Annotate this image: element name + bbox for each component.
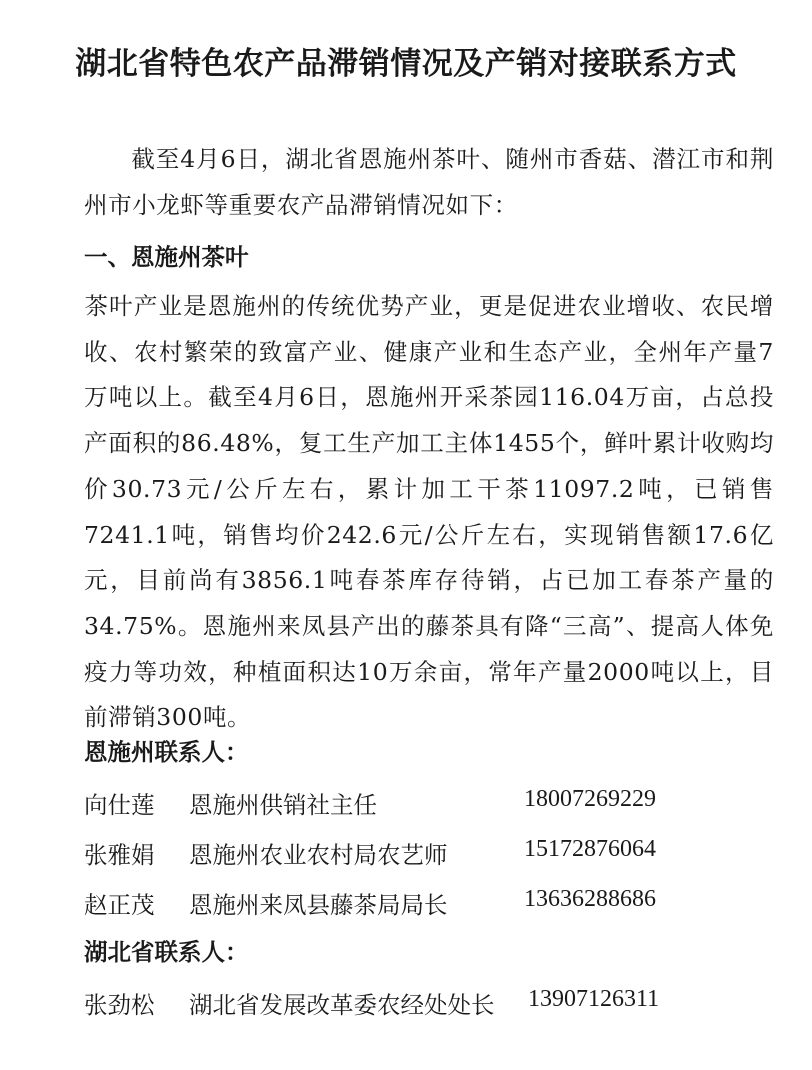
contact-position: 恩施州农业农村局农艺师	[189, 841, 448, 869]
tea-paragraph-text: 茶叶产业是恩施州的传统优势产业，更是促进农业增收、农民增收、农村繁荣的致富产业、健康产业和生态产业，全州年产量7万吨以上。截至4月6日，恩施州开采茶园116.04万亩，占总投产面积的86.48%，复工生产加工主体1455个，鲜叶累计收购均价30.73元/公斤左右，累计加工干茶11097.2吨，已销售7241.1吨，销售均价242.6元/公斤左右，实现销售额17.6亿元，目前尚有3856.1吨春茶库存待销，占已加工春茶产量的34.75%。恩施州来凤县产出的藤茶具有降“三高”、提高人体免疫力等功效，种植面积达10万余亩，常年产量2000吨以上，目前滞销300吨。	[84, 292, 774, 732]
contact-row	[84, 836, 784, 872]
contact-phone: 13907126311	[528, 986, 660, 1012]
hubei-contacts-heading: 湖北省联系人：	[84, 938, 249, 966]
contact-phone: 18007269229	[524, 786, 656, 812]
contact-name: 张雅娟	[84, 841, 155, 869]
intro-text: 截至4月6日，湖北省恩施州茶叶、随州市香菇、潜江市和荆州市小龙虾等重要农产品滞销情况如下：	[84, 145, 774, 219]
contact-row	[84, 886, 784, 922]
section-heading: 一、恩施州茶叶	[84, 243, 249, 271]
contact-row	[84, 986, 784, 1022]
contact-position: 恩施州供销社主任	[189, 791, 377, 819]
tea-paragraph	[84, 284, 774, 741]
contact-phone: 15172876064	[524, 836, 656, 862]
document-title: 湖北省特色农产品滞销情况及产销对接联系方式	[75, 46, 737, 82]
contact-row	[84, 786, 784, 822]
contact-name: 向仕莲	[84, 791, 155, 819]
contact-phone: 13636288686	[524, 886, 656, 912]
intro-paragraph	[84, 137, 774, 228]
contact-name: 赵正茂	[84, 891, 155, 919]
enshi-contacts-heading: 恩施州联系人：	[84, 738, 249, 766]
contact-position: 恩施州来凤县藤茶局局长	[189, 891, 448, 919]
contact-name: 张劲松	[84, 991, 155, 1019]
contact-position: 湖北省发展改革委农经处处长	[189, 991, 495, 1019]
